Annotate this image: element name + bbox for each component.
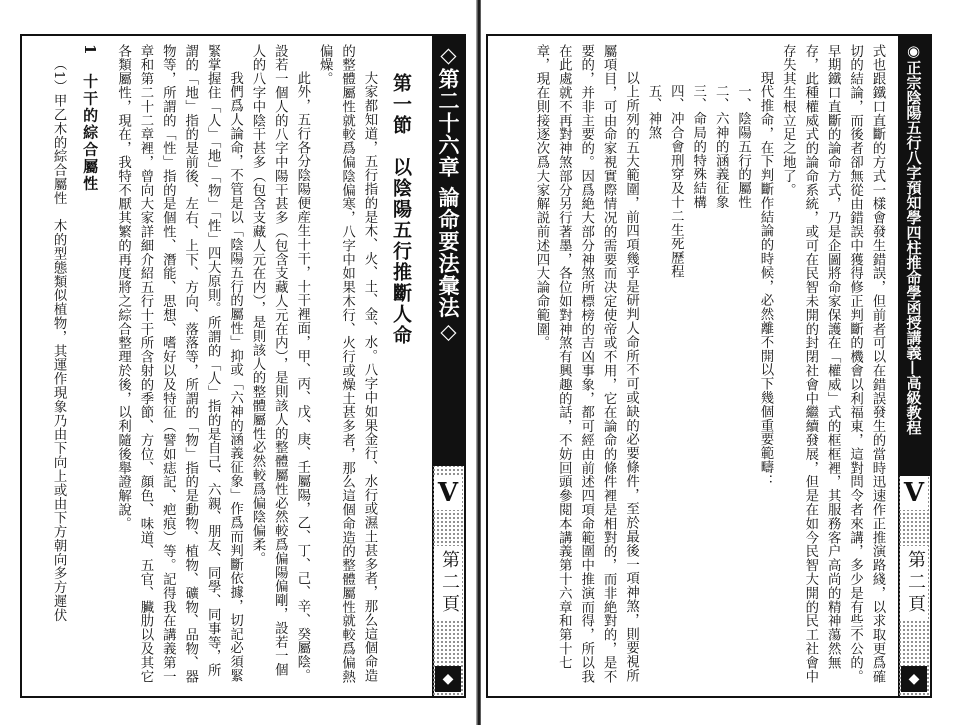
right-text-frame xyxy=(486,34,900,698)
left-page xyxy=(0,0,478,725)
down-arrow-icon: V xyxy=(900,476,928,510)
right-closing-paragraph: 以上所列的五大範圍，前四項幾乎是研判人命所不可或缺的必要條件，至於最後一項神煞，則要視所屬項目，可由命家視實際情况的需要而决定使帝或不用，它在論命的條件裡是相對的，而非絶對的，是不要的，并非主要的。因爲絶大部分神煞所標榜的吉凶事象，都可經由前述四項命範圍中推演而得，所以我在此處就不再對神煞部分另行著墨，各位如對神煞有興趣的話，不妨回頭參閲本講義第十六章和第十七章，現在則接逐次爲大家解説前述四大論命範圍。 xyxy=(533,44,639,684)
list-item: 二、六神的涵義征象 xyxy=(713,84,729,210)
diamond-mark-icon: ◆ xyxy=(901,666,927,692)
list-item: 一、陰陽五行的屬性 xyxy=(735,84,751,210)
right-page xyxy=(481,0,958,725)
right-paragraph-1: 式也跟鐵口直斷的方式一樣會發生錯誤，但前者可以在錯誤發生的當時迅速作正推演路綫，以求取更爲確切的結論，而後者卻無從由錯誤中獲得修正判斷的機會以利福東，這對問令者來講，多少是有些不公的。早期鐵口直斷的論命方式，乃是企圖將命家保護在「權威」式的框框裡，其服務客户高尚的精神蕩然無存，此種權威式的論命系統，或可在民智未開的封閉社會中繼續發展，但是在如今民智大開的民工社會中存失其生根立足之地了。 xyxy=(780,44,885,684)
right-margin-bar xyxy=(898,34,932,698)
left-item-1: （1）甲乙木的綜合屬性 木的型態類似植物，其運作現象乃由下向上或由下方朝向多方遲伏 xyxy=(51,57,67,623)
list-item: 三、命局的特殊結構 xyxy=(690,84,706,210)
left-margin-bar xyxy=(432,34,466,698)
chapter-title: ◇第二十六章 論命要法彙法◇ xyxy=(432,36,464,466)
down-arrow-icon: V xyxy=(434,476,462,510)
section-title: 第一節 以陰陽五行推斷人命 xyxy=(390,72,412,346)
left-text-frame xyxy=(20,34,434,698)
left-paragraph-3: 我們爲人論命，不管是以「陰陽五行的屬性」抑或「六神的涵義征象」作爲而判斷依據，切記必須緊緊掌握住「人」「地」「物」「性」四大原則。所謂的「人」指的是自己、六親、朋友、同學、同事等，所謂的「地」指的是前後、左右、上下、方向、落落等，所謂的「物」指的是動物、植物、礦物、品物、器物等，所謂的「性」指的是個性、潛能、思想、嗜好以及特征（譬如痣記、疤痕）等。記得我在講義第一章和第二十二章裡，曾向大家詳細介紹五行十干所含射的季節、方位、顔色、味道、五官、臟肋以及其它各類屬性，現在，我特不厭其繁的再度將之綜合整理於後，以利隨後舉證解說。 xyxy=(115,44,243,684)
right-text-body xyxy=(496,44,888,688)
left-paragraph-1: 大家都知道，五行指的是木、火、土、金、水。八字中如果金行、水行或濕土甚多者，那么這個命造的整體屬性就較爲偏陰偏寒，八字中如果木行、火行或燥土甚多者，那么這個命造的整體屬性就較爲偏熱偏燥。 xyxy=(317,44,377,684)
page-number: 第二頁 xyxy=(900,546,928,620)
left-paragraph-2: 此外，五行各分陰陽便産生十干，十干裡面，甲、丙、戊、庚、壬屬陽，乙、丁、己、辛、癸屬陰。設若一個人的八字中陽干甚多（包含支藏人元在内），是則該人的整體屬性必然較爲偏陽偏剛，設若一個人的八字中陰干甚多（包含支藏人元在内），是則該人的整體屬性必然較爲偏陰偏柔。 xyxy=(249,44,310,683)
list-item: 四、冲合會刑穿及十二生死歷程 xyxy=(668,84,684,279)
page-number: 第二頁 xyxy=(434,546,462,620)
right-paragraph-2: 現代推命，在下判斷作結論的時候，必然離不開以下幾個重要範疇： xyxy=(757,70,773,488)
course-title: ◉正宗陰陽五行八字預知學四柱推命學函授講義—高級教程 xyxy=(898,36,930,476)
subsection-title: 1 十干的綜合屬性 xyxy=(81,44,100,193)
list-item: 五、神煞 xyxy=(645,84,661,140)
diamond-mark-icon: ◆ xyxy=(435,666,461,692)
left-text-body xyxy=(30,44,424,688)
